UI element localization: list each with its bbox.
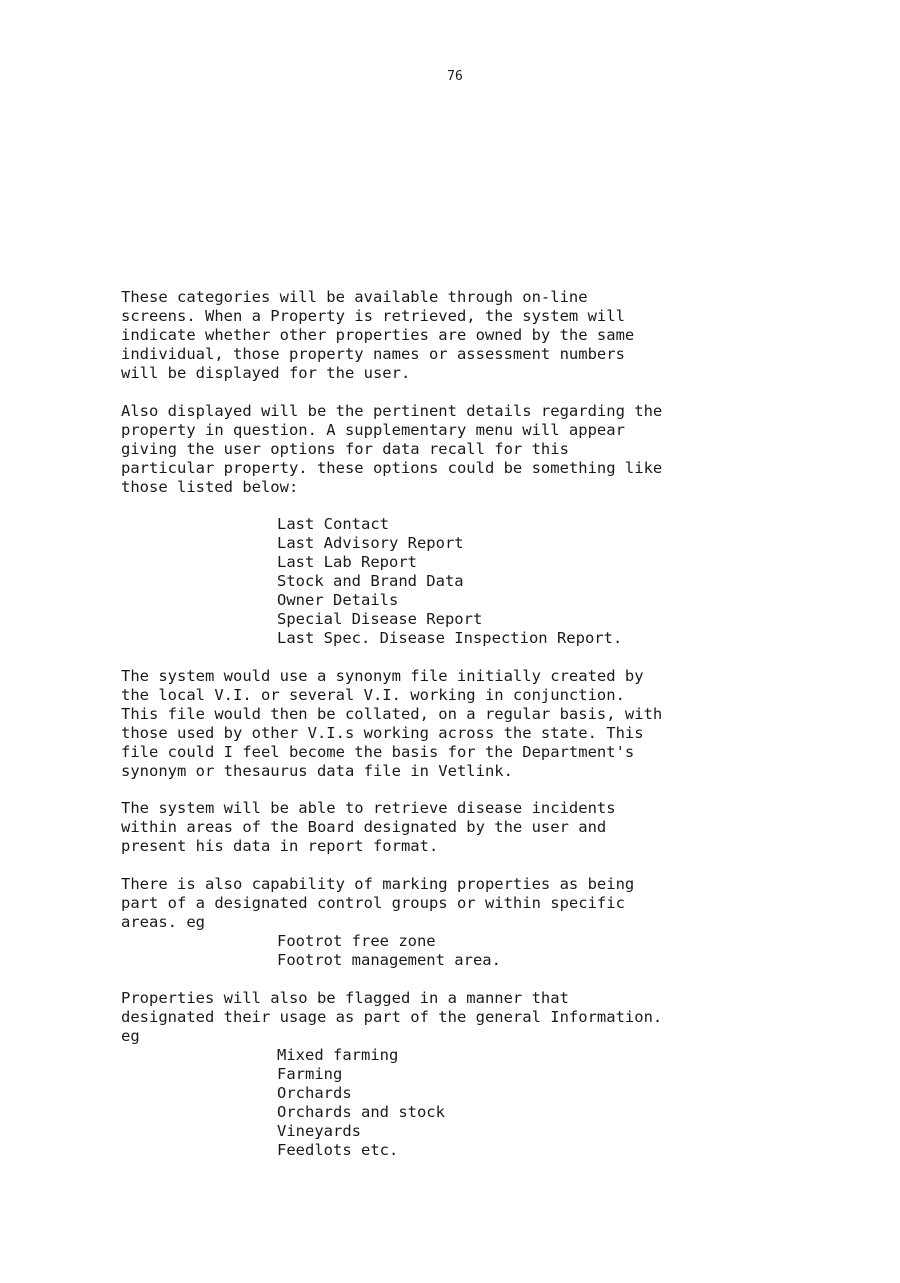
text-line: indicate whether other properties are owned by the same bbox=[121, 326, 635, 344]
list-item: Orchards and stock bbox=[277, 1103, 445, 1121]
text-line: property in question. A supplementary menu will appear bbox=[121, 421, 625, 439]
text-line: will be displayed for the user. bbox=[121, 364, 411, 382]
list-item: Feedlots etc. bbox=[277, 1141, 399, 1159]
text-line: giving the user options for data recall for this bbox=[121, 440, 569, 458]
text-line: The system will be able to retrieve disease incidents bbox=[121, 799, 616, 817]
list-item: Vineyards bbox=[277, 1122, 361, 1140]
list-item: Orchards bbox=[277, 1084, 352, 1102]
list-item: Last Lab Report bbox=[277, 553, 417, 571]
list-item: Owner Details bbox=[277, 591, 399, 609]
list-item: Special Disease Report bbox=[277, 610, 483, 628]
text-line: eg bbox=[121, 1027, 140, 1045]
text-line: Properties will also be flagged in a manner that bbox=[121, 989, 569, 1007]
text-line: screens. When a Property is retrieved, the system will bbox=[121, 307, 625, 325]
text-line: the local V.I. or several V.I. working in conjunction. bbox=[121, 686, 625, 704]
text-line: This file would then be collated, on a regular basis, with bbox=[121, 705, 663, 723]
text-line: present his data in report format. bbox=[121, 837, 439, 855]
text-line: part of a designated control groups or within specific bbox=[121, 894, 625, 912]
text-line: designated their usage as part of the general Information. bbox=[121, 1008, 663, 1026]
text-line: areas. eg bbox=[121, 913, 205, 931]
text-line: There is also capability of marking properties as being bbox=[121, 875, 635, 893]
text-line: These categories will be available through on-line bbox=[121, 288, 588, 306]
text-line: individual, those property names or assessment numbers bbox=[121, 345, 625, 363]
page-number: 76 bbox=[447, 69, 463, 84]
text-line: those listed below: bbox=[121, 478, 299, 496]
text-line: The system would use a synonym file initially created by bbox=[121, 667, 644, 685]
list-item: Stock and Brand Data bbox=[277, 572, 464, 590]
list-item: Mixed farming bbox=[277, 1046, 399, 1064]
text-line: file could I feel become the basis for the Department's bbox=[121, 743, 635, 761]
list-item: Footrot free zone bbox=[277, 932, 436, 950]
text-line: Also displayed will be the pertinent details regarding the bbox=[121, 402, 663, 420]
list-item: Last Spec. Disease Inspection Report. bbox=[277, 629, 623, 647]
list-item: Last Advisory Report bbox=[277, 534, 464, 552]
list-item: Farming bbox=[277, 1065, 343, 1083]
list-item: Last Contact bbox=[277, 515, 389, 533]
text-line: within areas of the Board designated by the user and bbox=[121, 818, 607, 836]
text-line: those used by other V.I.s working across the state. This bbox=[121, 724, 644, 742]
list-item: Footrot management area. bbox=[277, 951, 501, 969]
text-line: synonym or thesaurus data file in Vetlink. bbox=[121, 762, 513, 780]
text-line: particular property. these options could be something like bbox=[121, 459, 663, 477]
